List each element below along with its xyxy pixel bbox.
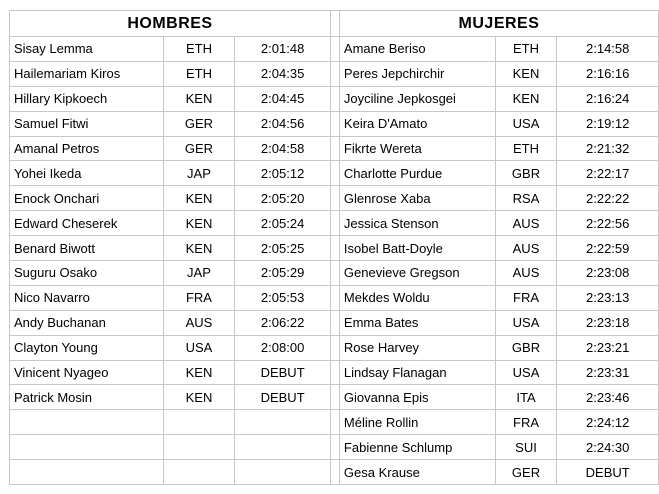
table-row	[10, 435, 659, 460]
women-name-cell: Rose Harvey	[339, 335, 495, 360]
men-time-cell	[235, 435, 331, 460]
men-name-cell: Andy Buchanan	[10, 310, 164, 335]
women-country-cell: RSA	[495, 186, 557, 211]
men-country-cell: GER	[163, 136, 235, 161]
women-country-cell: AUS	[495, 211, 557, 236]
men-time-cell: 2:04:35	[235, 61, 331, 86]
men-name-cell: Benard Biwott	[10, 236, 164, 261]
women-country-cell: AUS	[495, 236, 557, 261]
women-name-cell: Genevieve Gregson	[339, 261, 495, 286]
table-row	[10, 111, 659, 136]
men-name-cell: Enock Onchari	[10, 186, 164, 211]
men-name-cell: Clayton Young	[10, 335, 164, 360]
women-country-cell: ETH	[495, 37, 557, 62]
women-country-cell: GER	[495, 460, 557, 485]
table-row	[10, 385, 659, 410]
column-gap	[330, 37, 339, 62]
women-name-cell: Emma Bates	[339, 310, 495, 335]
men-country-cell: ETH	[163, 37, 235, 62]
men-time-cell: 2:08:00	[235, 335, 331, 360]
men-country-cell: KEN	[163, 360, 235, 385]
men-country-cell: KEN	[163, 385, 235, 410]
women-name-cell: Keira D'Amato	[339, 111, 495, 136]
column-gap	[330, 61, 339, 86]
column-gap	[330, 360, 339, 385]
men-country-cell: KEN	[163, 186, 235, 211]
table-row	[10, 335, 659, 360]
women-country-cell: FRA	[495, 285, 557, 310]
column-gap	[330, 236, 339, 261]
column-gap	[330, 410, 339, 435]
men-country-cell: AUS	[163, 310, 235, 335]
men-name-cell: Nico Navarro	[10, 285, 164, 310]
table-row	[10, 37, 659, 62]
column-gap	[330, 435, 339, 460]
men-time-cell	[235, 410, 331, 435]
women-time-cell: 2:23:13	[557, 285, 659, 310]
men-name-cell: Edward Cheserek	[10, 211, 164, 236]
column-gap	[330, 186, 339, 211]
women-name-cell: Isobel Batt-Doyle	[339, 236, 495, 261]
men-time-cell: 2:05:24	[235, 211, 331, 236]
column-gap	[330, 310, 339, 335]
women-name-cell: Gesa Krause	[339, 460, 495, 485]
women-time-cell: 2:23:08	[557, 261, 659, 286]
header-row	[10, 11, 659, 37]
women-time-cell: 2:21:32	[557, 136, 659, 161]
men-time-cell: 2:01:48	[235, 37, 331, 62]
table-row	[10, 161, 659, 186]
men-time-cell: 2:05:25	[235, 236, 331, 261]
column-gap	[330, 86, 339, 111]
women-name-cell: Giovanna Epis	[339, 385, 495, 410]
men-time-cell: 2:04:56	[235, 111, 331, 136]
men-time-cell: DEBUT	[235, 385, 331, 410]
men-time-cell: DEBUT	[235, 360, 331, 385]
column-gap	[330, 211, 339, 236]
women-time-cell: 2:16:16	[557, 61, 659, 86]
women-time-cell: 2:23:31	[557, 360, 659, 385]
women-country-cell: ETH	[495, 136, 557, 161]
men-country-cell: JAP	[163, 161, 235, 186]
men-name-cell: Hailemariam Kiros	[10, 61, 164, 86]
women-header: MUJERES	[339, 11, 658, 37]
men-name-cell	[10, 435, 164, 460]
table-row	[10, 460, 659, 485]
women-time-cell: 2:22:56	[557, 211, 659, 236]
men-time-cell: 2:05:29	[235, 261, 331, 286]
women-name-cell: Charlotte Purdue	[339, 161, 495, 186]
men-name-cell: Hillary Kipkoech	[10, 86, 164, 111]
women-name-cell: Méline Rollin	[339, 410, 495, 435]
men-name-cell: Patrick Mosin	[10, 385, 164, 410]
men-country-cell: FRA	[163, 285, 235, 310]
table-row	[10, 360, 659, 385]
women-time-cell: 2:16:24	[557, 86, 659, 111]
men-name-cell: Suguru Osako	[10, 261, 164, 286]
men-time-cell: 2:06:22	[235, 310, 331, 335]
table-row	[10, 186, 659, 211]
results-table	[9, 10, 659, 485]
women-country-cell: ITA	[495, 385, 557, 410]
men-name-cell	[10, 460, 164, 485]
column-gap	[330, 385, 339, 410]
women-name-cell: Amane Beriso	[339, 37, 495, 62]
women-time-cell: DEBUT	[557, 460, 659, 485]
table-row	[10, 86, 659, 111]
men-country-cell	[163, 410, 235, 435]
men-country-cell: JAP	[163, 261, 235, 286]
column-gap	[330, 11, 339, 37]
women-time-cell: 2:22:22	[557, 186, 659, 211]
table-row	[10, 310, 659, 335]
men-name-cell	[10, 410, 164, 435]
women-time-cell: 2:24:30	[557, 435, 659, 460]
women-name-cell: Fikrte Wereta	[339, 136, 495, 161]
table-row	[10, 285, 659, 310]
men-country-cell: KEN	[163, 211, 235, 236]
women-name-cell: Mekdes Woldu	[339, 285, 495, 310]
table-row	[10, 410, 659, 435]
column-gap	[330, 261, 339, 286]
men-name-cell: Vinicent Nyageo	[10, 360, 164, 385]
women-country-cell: USA	[495, 310, 557, 335]
men-name-cell: Amanal Petros	[10, 136, 164, 161]
women-country-cell: GBR	[495, 335, 557, 360]
table-row	[10, 136, 659, 161]
women-country-cell: SUI	[495, 435, 557, 460]
women-country-cell: FRA	[495, 410, 557, 435]
men-country-cell	[163, 460, 235, 485]
column-gap	[330, 285, 339, 310]
women-time-cell: 2:22:17	[557, 161, 659, 186]
men-time-cell: 2:04:58	[235, 136, 331, 161]
women-time-cell: 2:23:18	[557, 310, 659, 335]
women-time-cell: 2:19:12	[557, 111, 659, 136]
men-name-cell: Yohei Ikeda	[10, 161, 164, 186]
men-country-cell	[163, 435, 235, 460]
women-country-cell: GBR	[495, 161, 557, 186]
women-time-cell: 2:23:21	[557, 335, 659, 360]
men-time-cell: 2:05:20	[235, 186, 331, 211]
women-time-cell: 2:23:46	[557, 385, 659, 410]
men-country-cell: GER	[163, 111, 235, 136]
women-country-cell: KEN	[495, 86, 557, 111]
men-time-cell: 2:05:12	[235, 161, 331, 186]
men-country-cell: KEN	[163, 236, 235, 261]
column-gap	[330, 161, 339, 186]
column-gap	[330, 460, 339, 485]
men-time-cell: 2:05:53	[235, 285, 331, 310]
men-country-cell: USA	[163, 335, 235, 360]
women-name-cell: Joyciline Jepkosgei	[339, 86, 495, 111]
women-time-cell: 2:24:12	[557, 410, 659, 435]
table-row	[10, 61, 659, 86]
men-time-cell	[235, 460, 331, 485]
column-gap	[330, 136, 339, 161]
women-name-cell: Jessica Stenson	[339, 211, 495, 236]
women-time-cell: 2:14:58	[557, 37, 659, 62]
men-time-cell: 2:04:45	[235, 86, 331, 111]
women-name-cell: Glenrose Xaba	[339, 186, 495, 211]
table-row	[10, 211, 659, 236]
men-name-cell: Samuel Fitwi	[10, 111, 164, 136]
women-country-cell: AUS	[495, 261, 557, 286]
women-name-cell: Peres Jepchirchir	[339, 61, 495, 86]
table-row	[10, 261, 659, 286]
results-body	[10, 37, 659, 485]
women-name-cell: Fabienne Schlump	[339, 435, 495, 460]
women-country-cell: KEN	[495, 61, 557, 86]
table-row	[10, 236, 659, 261]
men-country-cell: ETH	[163, 61, 235, 86]
men-name-cell: Sisay Lemma	[10, 37, 164, 62]
men-country-cell: KEN	[163, 86, 235, 111]
men-header: HOMBRES	[10, 11, 331, 37]
women-country-cell: USA	[495, 360, 557, 385]
column-gap	[330, 335, 339, 360]
women-time-cell: 2:22:59	[557, 236, 659, 261]
column-gap	[330, 111, 339, 136]
results-table-container	[9, 10, 659, 485]
women-country-cell: USA	[495, 111, 557, 136]
women-name-cell: Lindsay Flanagan	[339, 360, 495, 385]
